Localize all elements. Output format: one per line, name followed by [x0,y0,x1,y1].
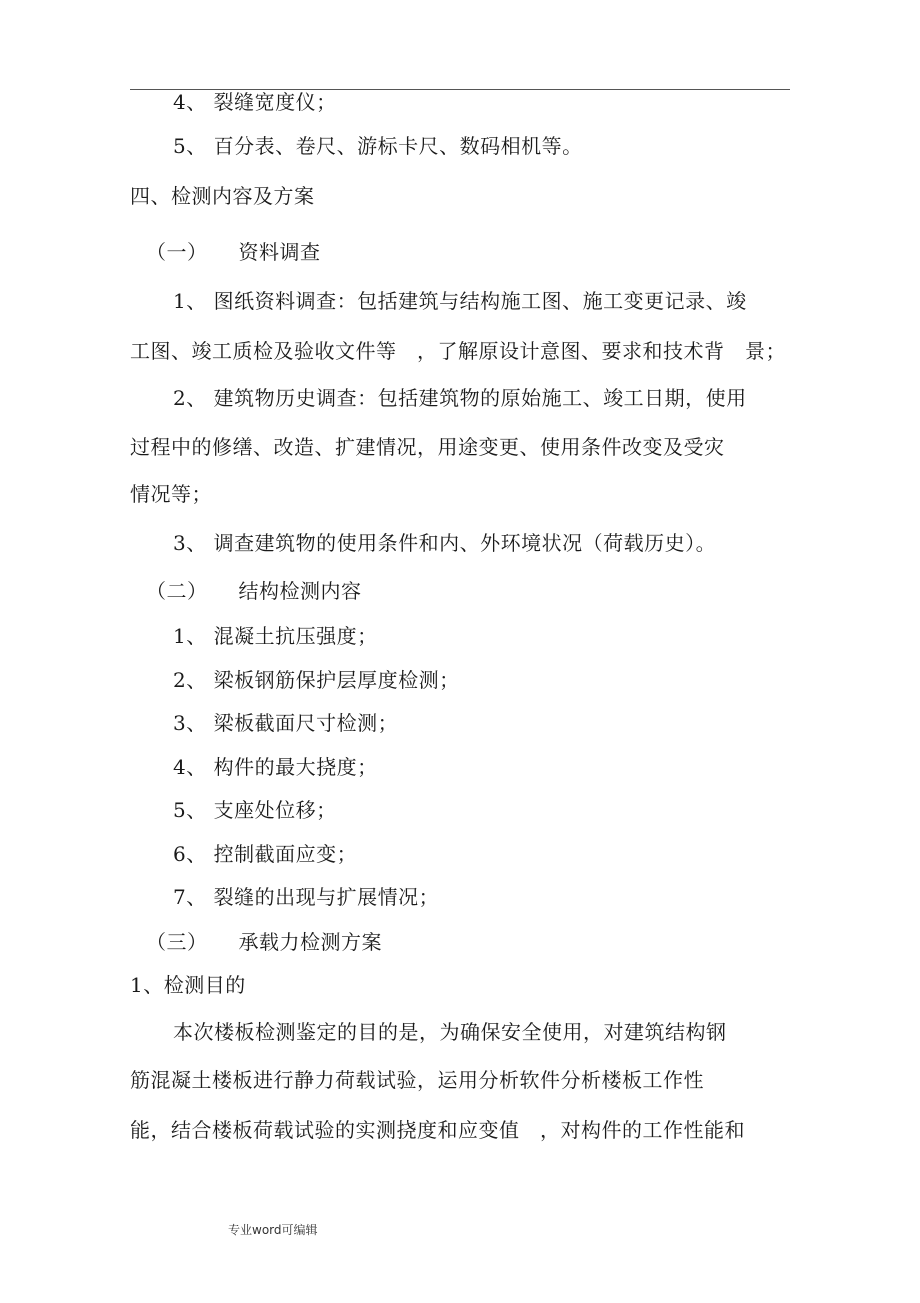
paragraph-line: 过程中的修缮、改造、扩建情况，用途变更、使用条件改变及受灾 [130,435,725,459]
list-item: 4、 构件的最大挠度； [173,755,378,779]
subsection-heading: （三） 承载力检测方案 [146,930,382,954]
list-item: 4、 裂缝宽度仪； [173,90,337,114]
section-heading: 四、检测内容及方案 [130,184,315,208]
list-item: 6、 控制截面应变； [173,842,358,866]
list-item: 2、 梁板钢筋保护层厚度检测； [173,668,460,692]
list-item: 1、 混凝土抗压强度； [173,624,378,648]
subsection-heading: （二） 结构检测内容 [146,579,362,603]
paragraph-line: 1、 图纸资料调查：包括建筑与结构施工图、施工变更记录、竣 [173,289,747,313]
paragraph-line: 本次楼板检测鉴定的目的是，为确保安全使用，对建筑结构钢 [173,1020,727,1044]
list-item: 7、 裂缝的出现与扩展情况； [173,885,440,909]
subsection-heading: （一） 资料调查 [146,240,321,264]
paragraph-line: 3、 调查建筑物的使用条件和内、外环境状况（荷载历史）。 [173,531,717,555]
page-footer: 专业word可编辑 [228,1223,318,1237]
paragraph-line: 2、 建筑物历史调查：包括建筑物的原始施工、竣工日期，使用 [173,386,747,410]
paragraph-line: 筋混凝土楼板进行静力荷载试验，运用分析软件分析楼板工作性 [130,1068,704,1092]
list-item: 3、 梁板截面尺寸检测； [173,711,399,735]
list-item: 5、 百分表、卷尺、游标卡尺、数码相机等。 [173,134,583,158]
paragraph-line: 工图、竣工质检及验收文件等 ，了解原设计意图、要求和技术背 景； [130,339,786,363]
paragraph-line: 能，结合楼板荷载试验的实测挠度和应变值 ，对构件的工作性能和 [130,1118,745,1142]
subsection-heading: 1、检测目的 [130,973,246,997]
paragraph-line: 情况等； [130,482,212,506]
list-item: 5、 支座处位移； [173,798,337,822]
